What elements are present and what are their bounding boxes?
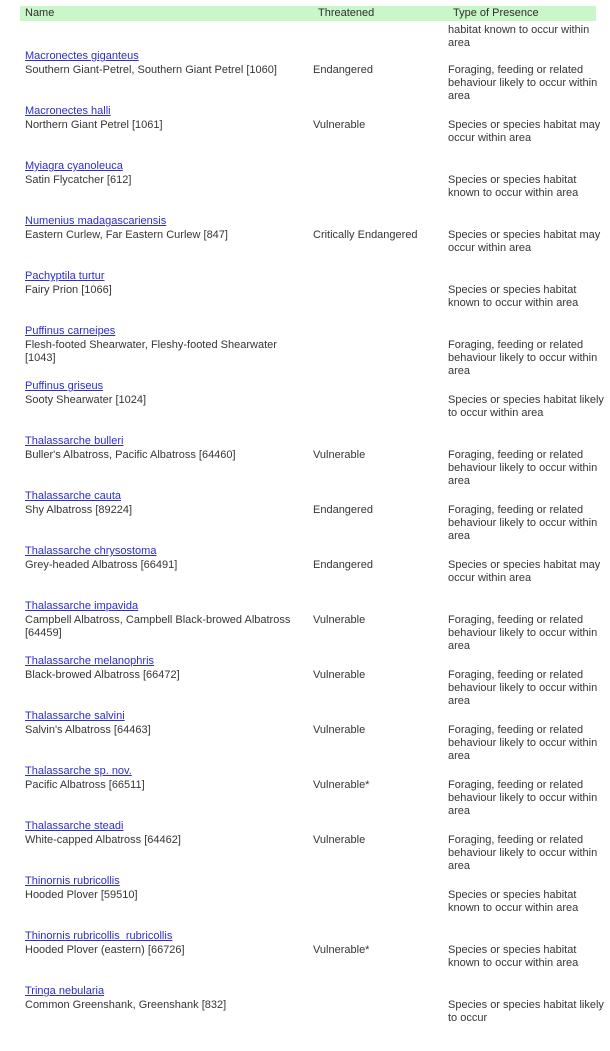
species-row bbox=[25, 160, 610, 215]
species-link[interactable]: Pachyptila turtur bbox=[25, 270, 105, 282]
species-link[interactable]: Thalassarche melanophris bbox=[25, 655, 155, 667]
type-of-presence: Species or species habitat may occur within area bbox=[448, 559, 601, 584]
type-of-presence: Foraging, feeding or related behaviour likely to occur within area bbox=[448, 339, 598, 377]
species-row bbox=[25, 930, 610, 985]
type-of-presence: habitat known to occur within area bbox=[448, 24, 590, 49]
species-row bbox=[25, 655, 610, 710]
species-common-name: Campbell Albatross, Campbell Black-browed Albatross [64459] bbox=[25, 614, 291, 639]
species-common-name: Shy Albatross [89224] bbox=[25, 504, 133, 516]
species-row bbox=[25, 875, 610, 930]
continuation-row bbox=[25, 24, 610, 50]
species-row bbox=[25, 215, 610, 270]
threatened-status bbox=[313, 160, 448, 200]
threatened-status bbox=[313, 270, 448, 310]
threatened-status: Vulnerable* bbox=[313, 944, 370, 956]
species-common-name: Northern Giant Petrel [1061] bbox=[25, 119, 163, 131]
type-of-presence: Species or species habitat likely to occur within area bbox=[448, 394, 604, 419]
threatened-status bbox=[313, 985, 448, 1025]
species-common-name: Buller's Albatross, Pacific Albatross [64460] bbox=[25, 449, 236, 461]
species-link[interactable]: Myiagra cyanoleuca bbox=[25, 160, 123, 172]
threatened-status: Vulnerable bbox=[313, 669, 366, 681]
species-link[interactable]: Thalassarche cauta bbox=[25, 490, 121, 502]
species-common-name: Salvin's Albatross [64463] bbox=[25, 724, 151, 736]
threatened-status: Vulnerable* bbox=[313, 779, 370, 791]
species-row bbox=[25, 270, 610, 325]
species-row bbox=[25, 435, 610, 490]
type-of-presence: Species or species habitat known to occur within area bbox=[448, 284, 579, 309]
species-link[interactable]: Thalassarche steadi bbox=[25, 820, 124, 832]
species-link[interactable]: Macronectes halli bbox=[25, 105, 111, 117]
species-row bbox=[25, 325, 610, 380]
table-body bbox=[25, 24, 610, 1040]
threatened-status: Endangered bbox=[313, 504, 373, 516]
type-of-presence: Foraging, feeding or related behaviour likely to occur within area bbox=[448, 669, 598, 707]
threatened-status: Vulnerable bbox=[313, 449, 366, 461]
species-link[interactable]: Numenius madagascariensis bbox=[25, 215, 167, 227]
threatened-status: Endangered bbox=[313, 64, 373, 76]
type-of-presence: Species or species habitat known to occur within area bbox=[448, 944, 579, 969]
species-link[interactable]: Macronectes giganteus bbox=[25, 50, 139, 62]
species-link[interactable]: Thalassarche sp. nov. bbox=[25, 765, 132, 777]
type-of-presence: Species or species habitat known to occur within area bbox=[448, 889, 579, 914]
type-of-presence: Foraging, feeding or related behaviour likely to occur within area bbox=[448, 504, 598, 542]
species-common-name: Common Greenshank, Greenshank [832] bbox=[25, 999, 227, 1011]
type-of-presence: Foraging, feeding or related behaviour likely to occur within area bbox=[448, 779, 598, 817]
threatened-status: Vulnerable bbox=[313, 119, 366, 131]
species-common-name: Fairy Prion [1066] bbox=[25, 284, 112, 296]
species-common-name: Satin Flycatcher [612] bbox=[25, 174, 132, 186]
species-common-name: Flesh-footed Shearwater, Fleshy-footed Shearwater [1043] bbox=[25, 339, 277, 364]
species-row bbox=[25, 600, 610, 655]
type-of-presence: Species or species habitat may occur within area bbox=[448, 229, 601, 254]
table-header bbox=[20, 6, 596, 21]
species-row bbox=[25, 50, 610, 105]
type-of-presence: Foraging, feeding or related behaviour likely to occur within area bbox=[448, 834, 598, 872]
species-link[interactable]: Puffinus carneipes bbox=[25, 325, 116, 337]
column-header-threatened: Threatened bbox=[318, 7, 375, 19]
threatened-status: Vulnerable bbox=[313, 834, 366, 846]
threatened-status: Vulnerable bbox=[313, 724, 366, 736]
species-common-name: Black-browed Albatross [66472] bbox=[25, 669, 180, 681]
type-of-presence: Species or species habitat likely to occur bbox=[448, 999, 604, 1024]
type-of-presence: Species or species habitat may occur within area bbox=[448, 119, 601, 144]
threatened-status: Critically Endangered bbox=[313, 229, 418, 241]
threatened-status bbox=[313, 325, 448, 378]
species-row bbox=[25, 545, 610, 600]
species-common-name: White-capped Albatross [64462] bbox=[25, 834, 181, 846]
threatened-status: Endangered bbox=[313, 559, 373, 571]
species-link[interactable]: Tringa nebularia bbox=[25, 985, 105, 997]
threatened-status bbox=[313, 380, 448, 420]
species-row bbox=[25, 985, 610, 1040]
species-common-name: Eastern Curlew, Far Eastern Curlew [847] bbox=[25, 229, 228, 241]
species-link[interactable]: Thalassarche impavida bbox=[25, 600, 139, 612]
threatened-status: Vulnerable bbox=[313, 614, 366, 626]
species-common-name: Hooded Plover [59510] bbox=[25, 889, 138, 901]
threatened-status bbox=[313, 875, 448, 915]
type-of-presence: Foraging, feeding or related behaviour likely to occur within area bbox=[448, 724, 598, 762]
species-row bbox=[25, 105, 610, 160]
species-row bbox=[25, 490, 610, 545]
type-of-presence: Foraging, feeding or related behaviour likely to occur within area bbox=[448, 64, 598, 102]
species-link[interactable]: Thalassarche chrysostoma bbox=[25, 545, 157, 557]
type-of-presence: Species or species habitat known to occur within area bbox=[448, 174, 579, 199]
species-common-name: Hooded Plover (eastern) [66726] bbox=[25, 944, 185, 956]
species-row bbox=[25, 710, 610, 765]
column-header-type-of-presence: Type of Presence bbox=[453, 7, 539, 19]
species-common-name: Grey-headed Albatross [66491] bbox=[25, 559, 178, 571]
species-link[interactable]: Thinornis rubricollis bbox=[25, 875, 120, 887]
species-common-name: Sooty Shearwater [1024] bbox=[25, 394, 147, 406]
species-common-name: Pacific Albatross [66511] bbox=[25, 779, 145, 791]
species-link[interactable]: Thalassarche bulleri bbox=[25, 435, 124, 447]
type-of-presence: Foraging, feeding or related behaviour likely to occur within area bbox=[448, 449, 598, 487]
species-row bbox=[25, 765, 610, 820]
species-link[interactable]: Thalassarche salvini bbox=[25, 710, 125, 722]
species-link[interactable]: Puffinus griseus bbox=[25, 380, 104, 392]
species-row bbox=[25, 820, 610, 875]
species-link[interactable]: Thinornis rubricollis rubricollis bbox=[25, 930, 173, 942]
species-common-name: Southern Giant-Petrel, Southern Giant Petrel [1060] bbox=[25, 64, 277, 76]
type-of-presence: Foraging, feeding or related behaviour likely to occur within area bbox=[448, 614, 598, 652]
column-header-name: Name bbox=[25, 7, 55, 19]
species-row bbox=[25, 380, 610, 435]
